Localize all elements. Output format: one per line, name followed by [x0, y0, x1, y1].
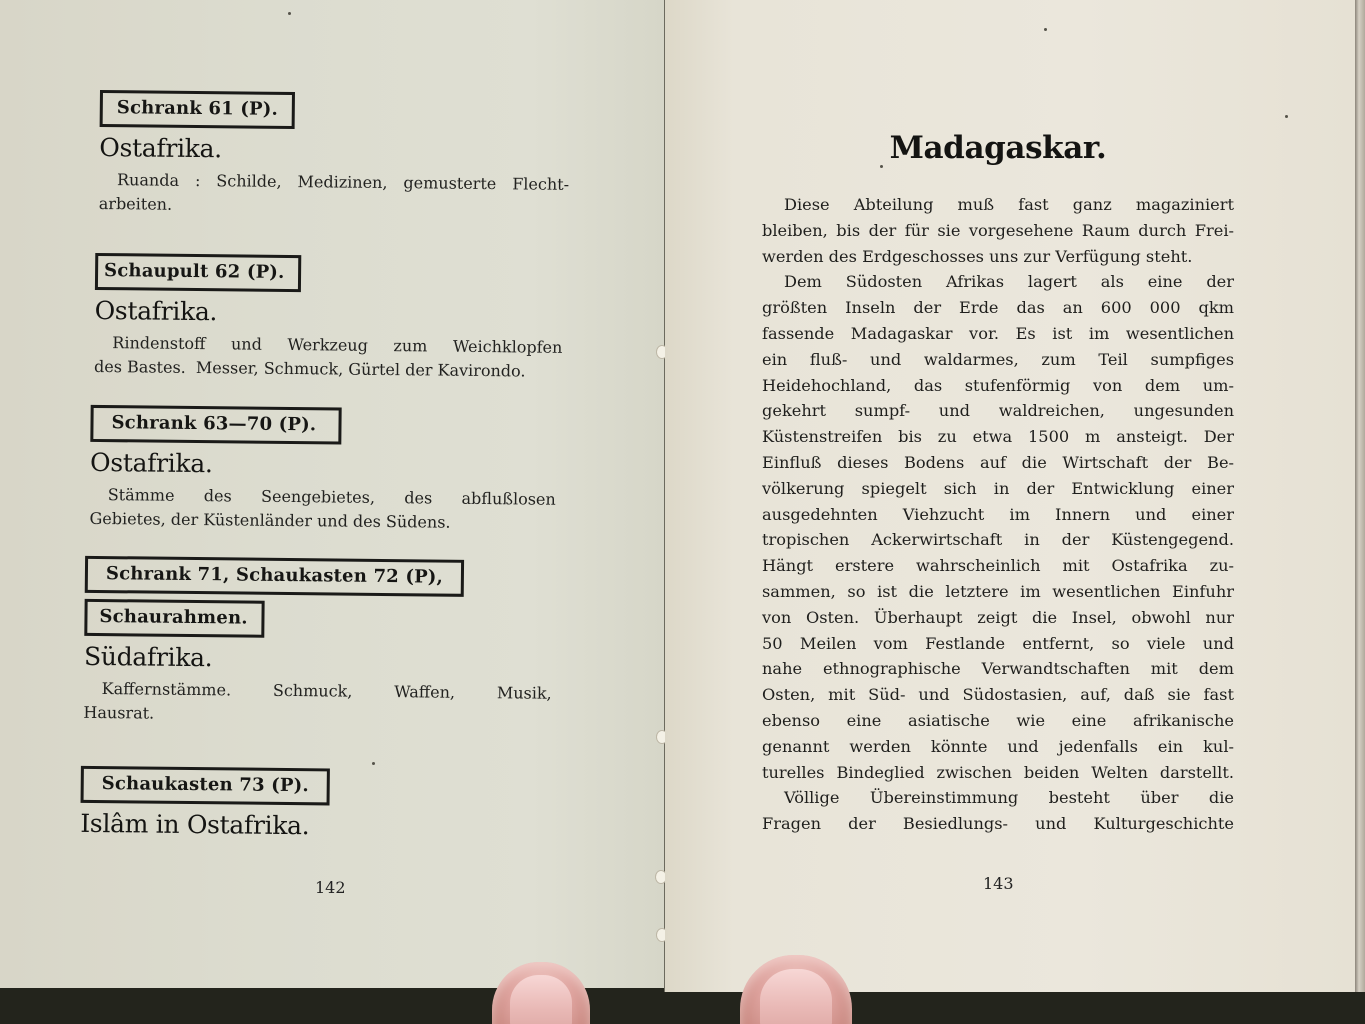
description-line: Gebietes, der Küstenländer und des Südens.	[89, 508, 451, 532]
catalog-entry-schrank-61	[99, 90, 570, 221]
text-line: turelles Bindeglied zwischen beiden Welten darstellt.	[762, 762, 1234, 782]
paper-speck	[1285, 115, 1288, 118]
chapter-title: Madagaskar.	[889, 130, 1107, 166]
text-line: Dem Südosten Afrikas lagert als eine der	[784, 272, 1234, 292]
catalog-entry-schrank-63-70	[89, 405, 556, 536]
region-title: Islâm in Ostafrika.	[80, 808, 310, 841]
text-line: Küstenstreifen bis zu etwa 1500 m ansteigt. Der	[762, 427, 1234, 447]
right-page-content	[762, 130, 1234, 837]
text-line: Einfluß dieses Bodens auf die Wirtschaft der Be-	[762, 452, 1234, 472]
exhibit-label: Schrank 71, Schaukasten 72 (P),	[85, 556, 465, 597]
body-text	[762, 192, 1234, 837]
region-title: Ostafrika.	[94, 295, 218, 327]
text-line: bleiben, bis der für sie vorgesehene Raum durch Frei-	[762, 220, 1234, 240]
description-line: arbeiten.	[98, 193, 173, 214]
text-line: völkerung spiegelt sich in der Entwicklung einer	[762, 478, 1234, 498]
text-line: Völlige Übereinstimmung besteht über die	[784, 788, 1234, 808]
text-line: tropischen Ackerwirtschaft in der Küstengegend.	[762, 530, 1234, 550]
description-line: Ruanda : Schilde, Medizinen, gemusterte Flecht-	[116, 170, 570, 194]
text-line: Heidehochland, das stufenförmig von dem um-	[762, 375, 1234, 395]
text-line: werden des Erdgeschosses uns zur Verfügung steht.	[762, 246, 1193, 266]
description-line: Hausrat.	[83, 702, 155, 723]
text-line: von Osten. Überhaupt zeigt die Insel, obwohl nur	[762, 607, 1234, 627]
description-line: Kaffernstämme. Schmuck, Waffen, Musik,	[101, 679, 552, 703]
paper-speck	[880, 165, 883, 168]
text-line: sammen, so ist die letztere im wesentlichen Einfuhr	[762, 581, 1234, 601]
text-line: fassende Madagaskar vor. Es ist im wesentlichen	[762, 323, 1234, 343]
region-title: Ostafrika.	[89, 447, 213, 479]
text-line: ebenso eine asiatische wie eine afrikanische	[762, 710, 1234, 730]
catalog-entry-schaukasten-73	[80, 766, 330, 847]
exhibit-label: Schrank 63—70 (P).	[90, 405, 341, 445]
page-number-left: 142	[315, 878, 346, 897]
page-stack-edge	[1355, 0, 1365, 992]
exhibit-label: Schaukasten 73 (P).	[81, 766, 331, 806]
catalog-entry-schaupult-62	[94, 253, 563, 384]
description-line: des Bastes. Messer, Schmuck, Gürtel der Kavirondo.	[94, 356, 526, 381]
region-title: Ostafrika.	[99, 132, 223, 164]
left-page-content	[80, 90, 590, 841]
text-line: Osten, mit Süd- und Südostasien, auf, daß sie fast	[762, 685, 1234, 705]
text-line: Fragen der Besiedlungs- und Kulturgeschichte	[762, 814, 1234, 834]
exhibit-label: Schaupult 62 (P).	[95, 253, 302, 292]
text-line: Hängt erstere wahrscheinlich mit Ostafrika zu-	[762, 556, 1234, 576]
thumbnail-nail	[760, 969, 832, 1024]
text-line: gekehrt sumpf- und waldreichen, ungesunden	[762, 401, 1234, 421]
paper-speck	[372, 762, 375, 765]
text-line: 50 Meilen vom Festlande entfernt, so viele und	[762, 633, 1234, 653]
text-line: ein fluß- und waldarmes, zum Teil sumpfiges	[762, 349, 1234, 369]
region-title: Südafrika.	[83, 641, 213, 673]
exhibit-label: Schrank 61 (P).	[100, 90, 296, 129]
paper-speck	[288, 12, 291, 15]
text-line: Diese Abteilung muß fast ganz magaziniert	[784, 195, 1234, 214]
description-line: Stämme des Seengebietes, des abflußlosen	[107, 485, 556, 509]
catalog-entry-schrank-71	[83, 556, 553, 730]
description-line: Rindenstoff und Werkzeug zum Weichklopfen	[112, 333, 563, 357]
text-line: größten Inseln der Erde das an 600 000 qkm	[762, 298, 1234, 318]
text-line: ausgedehnten Viehzucht im Innern und einer	[762, 504, 1234, 524]
thumbnail-nail	[510, 975, 573, 1024]
paper-speck	[1044, 28, 1047, 31]
text-line: genannt werden könnte und jedenfalls ein kul-	[762, 736, 1234, 756]
page-number-right: 143	[983, 874, 1014, 893]
text-line: nahe ethnographische Verwandtschaften mit dem	[762, 659, 1234, 679]
left-page	[0, 0, 665, 988]
exhibit-label-schaurahmen: Schaurahmen.	[84, 599, 265, 638]
